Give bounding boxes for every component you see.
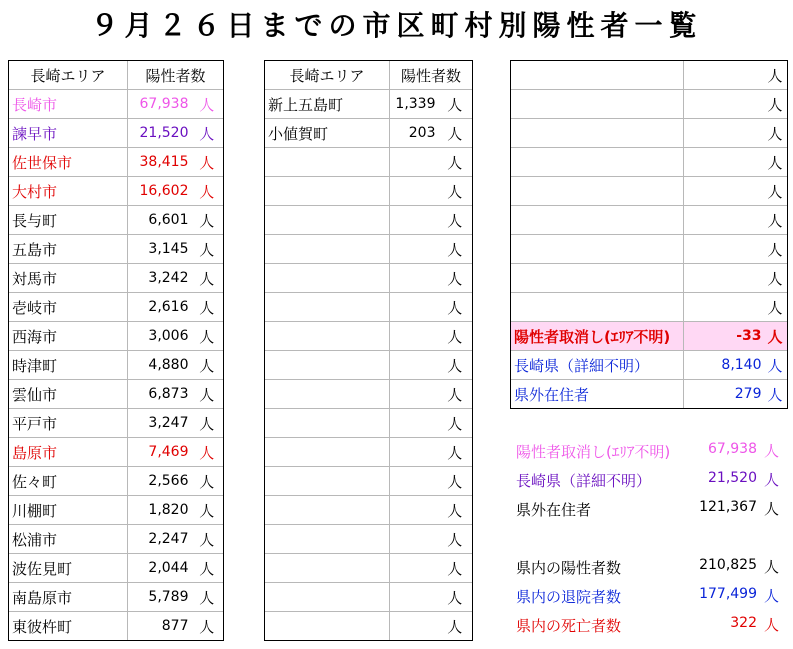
summary-row [513, 552, 787, 580]
summary-label: 長崎県（詳細不明） [516, 472, 652, 490]
count-value [390, 148, 438, 177]
count-value: 279 [684, 380, 764, 409]
area-name [265, 351, 390, 380]
area-name: 五島市 [9, 235, 128, 264]
area-name: 松浦市 [9, 525, 128, 554]
count-value: 1,339 [390, 90, 438, 119]
count-value [390, 264, 438, 293]
table-row [265, 293, 473, 322]
count-value: 3,145 [128, 235, 191, 264]
unit-label: 人 [191, 90, 224, 119]
count-value [390, 583, 438, 612]
table-row [265, 206, 473, 235]
table-row [265, 322, 473, 351]
area-name [511, 177, 684, 206]
summary-row [513, 436, 787, 464]
count-value: 7,469 [128, 438, 191, 467]
table-row [9, 90, 224, 119]
table-row [265, 148, 473, 177]
unit-label: 人 [763, 587, 779, 605]
count-value [684, 177, 764, 206]
table-row [9, 264, 224, 293]
area-name [265, 583, 390, 612]
unit-label: 人 [191, 583, 224, 612]
table-row [9, 235, 224, 264]
summary-value: 21,520 [708, 470, 757, 486]
summary-value: 121,367 [699, 499, 757, 515]
unit-label: 人 [438, 409, 473, 438]
count-value: 3,242 [128, 264, 191, 293]
table-row [511, 322, 788, 351]
table-row [265, 351, 473, 380]
table-row [511, 177, 788, 206]
area-name [265, 293, 390, 322]
count-value [390, 496, 438, 525]
unit-label: 人 [438, 438, 473, 467]
unit-label: 人 [191, 438, 224, 467]
table-row [511, 90, 788, 119]
count-value [684, 61, 764, 90]
area-table-1 [8, 60, 224, 641]
area-name: 雲仙市 [9, 380, 128, 409]
table-row [265, 177, 473, 206]
table-row [511, 380, 788, 409]
unit-label: 人 [763, 558, 779, 576]
unit-label: 人 [191, 148, 224, 177]
area-header: 長崎エリア [9, 61, 128, 90]
count-value: 67,938 [128, 90, 191, 119]
area-name: 佐々町 [9, 467, 128, 496]
count-value [390, 612, 438, 641]
unit-label: 人 [763, 442, 779, 460]
area-name [511, 119, 684, 148]
table-row [9, 554, 224, 583]
unit-label: 人 [764, 61, 788, 90]
area-name [511, 61, 684, 90]
unit-label: 人 [438, 322, 473, 351]
unit-label: 人 [438, 554, 473, 583]
table-row [9, 177, 224, 206]
unit-label: 人 [191, 525, 224, 554]
table-row [265, 90, 473, 119]
table-row [9, 409, 224, 438]
count-value: 6,873 [128, 380, 191, 409]
area-name [511, 235, 684, 264]
count-value: 8,140 [684, 351, 764, 380]
summary-row [513, 610, 787, 638]
table-row [9, 496, 224, 525]
count-value: 38,415 [128, 148, 191, 177]
unit-label: 人 [764, 293, 788, 322]
unit-label: 人 [191, 612, 224, 641]
area-name [265, 554, 390, 583]
unit-label: 人 [191, 264, 224, 293]
unit-label: 人 [764, 148, 788, 177]
unit-label: 人 [191, 409, 224, 438]
area-name: 西海市 [9, 322, 128, 351]
area-name: 島原市 [9, 438, 128, 467]
unit-label: 人 [191, 496, 224, 525]
unit-label: 人 [438, 293, 473, 322]
unit-label: 人 [191, 235, 224, 264]
area-name [265, 380, 390, 409]
count-header: 陽性者数 [128, 61, 224, 90]
count-value [390, 177, 438, 206]
count-value [390, 525, 438, 554]
area-name [265, 496, 390, 525]
count-value: 3,006 [128, 322, 191, 351]
area-name: 川棚町 [9, 496, 128, 525]
table-row [265, 119, 473, 148]
table-row [9, 380, 224, 409]
table-row [9, 351, 224, 380]
summary-label: 県外在住者 [516, 501, 592, 519]
area-name: 小値賀町 [265, 119, 390, 148]
count-value [684, 90, 764, 119]
area-name: 平戸市 [9, 409, 128, 438]
summary-label: 県内の死亡者数 [516, 617, 622, 635]
summary-value: 177,499 [699, 586, 757, 602]
area-name: 大村市 [9, 177, 128, 206]
area-name: 陽性者取消し(ｴﾘｱ不明) [511, 322, 684, 351]
count-value: 16,602 [128, 177, 191, 206]
unit-label: 人 [763, 471, 779, 489]
count-value [390, 438, 438, 467]
table-row [265, 264, 473, 293]
area-table-2 [264, 60, 473, 641]
count-value [390, 206, 438, 235]
table-row [265, 380, 473, 409]
count-value: 5,789 [128, 583, 191, 612]
count-value [390, 322, 438, 351]
count-value [684, 235, 764, 264]
unit-label: 人 [438, 90, 473, 119]
area-name [265, 467, 390, 496]
unit-label: 人 [438, 177, 473, 206]
unit-label: 人 [191, 119, 224, 148]
summary-label: 県内の退院者数 [516, 588, 622, 606]
area-name [511, 206, 684, 235]
summary-value: 210,825 [699, 557, 757, 573]
count-value: 6,601 [128, 206, 191, 235]
area-name [265, 525, 390, 554]
count-value [684, 264, 764, 293]
unit-label: 人 [438, 612, 473, 641]
area-name: 南島原市 [9, 583, 128, 612]
table-row [265, 409, 473, 438]
table-row [9, 206, 224, 235]
count-value: 2,566 [128, 467, 191, 496]
unit-label: 人 [191, 380, 224, 409]
count-value: 203 [390, 119, 438, 148]
area-name [265, 235, 390, 264]
table-row [511, 119, 788, 148]
table-row [9, 583, 224, 612]
unit-label: 人 [438, 235, 473, 264]
table-row [511, 351, 788, 380]
area-header: 長崎エリア [265, 61, 390, 90]
unit-label: 人 [764, 206, 788, 235]
unit-label: 人 [438, 496, 473, 525]
table-row [265, 583, 473, 612]
unit-label: 人 [191, 351, 224, 380]
count-value: 21,520 [128, 119, 191, 148]
area-name: 長崎市 [9, 90, 128, 119]
summary-label: 県内の陽性者数 [516, 559, 622, 577]
table-row [511, 293, 788, 322]
count-value: 3,247 [128, 409, 191, 438]
area-name: 東彼杵町 [9, 612, 128, 641]
area-name: 長崎県（詳細不明） [511, 351, 684, 380]
area-name [265, 409, 390, 438]
unit-label: 人 [438, 351, 473, 380]
table-row [265, 525, 473, 554]
unit-label: 人 [438, 119, 473, 148]
summary-row [513, 581, 787, 609]
table-row [9, 119, 224, 148]
area-name [265, 438, 390, 467]
unit-label: 人 [764, 90, 788, 119]
count-value [390, 380, 438, 409]
count-value: 2,044 [128, 554, 191, 583]
unit-label: 人 [438, 467, 473, 496]
area-name: 諫早市 [9, 119, 128, 148]
count-value [684, 148, 764, 177]
count-value [684, 119, 764, 148]
unit-label: 人 [438, 583, 473, 612]
area-name [265, 177, 390, 206]
unit-label: 人 [191, 177, 224, 206]
count-value: 4,880 [128, 351, 191, 380]
unit-label: 人 [764, 351, 788, 380]
unit-label: 人 [191, 322, 224, 351]
summary-row [513, 465, 787, 493]
unit-label: 人 [438, 206, 473, 235]
unit-label: 人 [764, 177, 788, 206]
summary-value: 67,938 [708, 441, 757, 457]
area-name [511, 90, 684, 119]
table-row [9, 293, 224, 322]
table-row [511, 148, 788, 177]
count-value [684, 293, 764, 322]
count-value: 877 [128, 612, 191, 641]
area-name: 壱岐市 [9, 293, 128, 322]
table-row [511, 264, 788, 293]
summary-row [513, 494, 787, 522]
table-row [511, 206, 788, 235]
table-row [265, 438, 473, 467]
area-name [265, 148, 390, 177]
unit-label: 人 [191, 554, 224, 583]
count-value [390, 235, 438, 264]
count-value [390, 467, 438, 496]
table-row [265, 496, 473, 525]
area-name [265, 206, 390, 235]
area-name [265, 264, 390, 293]
count-value: 2,247 [128, 525, 191, 554]
count-value: 1,820 [128, 496, 191, 525]
unit-label: 人 [763, 616, 779, 634]
unit-label: 人 [438, 380, 473, 409]
table-row [265, 612, 473, 641]
count-value: 2,616 [128, 293, 191, 322]
count-value [390, 351, 438, 380]
count-value: -33 [684, 322, 764, 351]
unit-label: 人 [438, 148, 473, 177]
area-name [511, 148, 684, 177]
count-value [684, 206, 764, 235]
unit-label: 人 [764, 322, 788, 351]
count-value [390, 554, 438, 583]
summary-value: 322 [730, 615, 757, 631]
table-row [511, 235, 788, 264]
count-value [390, 293, 438, 322]
unit-label: 人 [764, 264, 788, 293]
area-name [265, 612, 390, 641]
table-row [265, 235, 473, 264]
table-row [265, 554, 473, 583]
unit-label: 人 [191, 206, 224, 235]
area-name: 佐世保市 [9, 148, 128, 177]
summary-label: 陽性者取消し(ｴﾘｱ不明) [516, 443, 671, 461]
table-row [9, 612, 224, 641]
area-table-3 [510, 60, 788, 409]
unit-label: 人 [764, 380, 788, 409]
area-name: 県外在住者 [511, 380, 684, 409]
area-name [511, 293, 684, 322]
table-row [9, 322, 224, 351]
area-name: 新上五島町 [265, 90, 390, 119]
table-row [265, 467, 473, 496]
unit-label: 人 [438, 525, 473, 554]
unit-label: 人 [438, 264, 473, 293]
count-header: 陽性者数 [390, 61, 473, 90]
table-row [9, 148, 224, 177]
table-row [9, 467, 224, 496]
unit-label: 人 [764, 235, 788, 264]
area-name: 時津町 [9, 351, 128, 380]
area-name [265, 322, 390, 351]
count-value [390, 409, 438, 438]
unit-label: 人 [763, 500, 779, 518]
unit-label: 人 [191, 293, 224, 322]
table-row [9, 438, 224, 467]
table-row [511, 61, 788, 90]
area-name [511, 264, 684, 293]
unit-label: 人 [764, 119, 788, 148]
unit-label: 人 [191, 467, 224, 496]
area-name: 対馬市 [9, 264, 128, 293]
table-row [9, 525, 224, 554]
area-name: 波佐見町 [9, 554, 128, 583]
area-name: 長与町 [9, 206, 128, 235]
page-title: ９月２６日までの市区町村別陽性者一覧 [90, 9, 703, 42]
